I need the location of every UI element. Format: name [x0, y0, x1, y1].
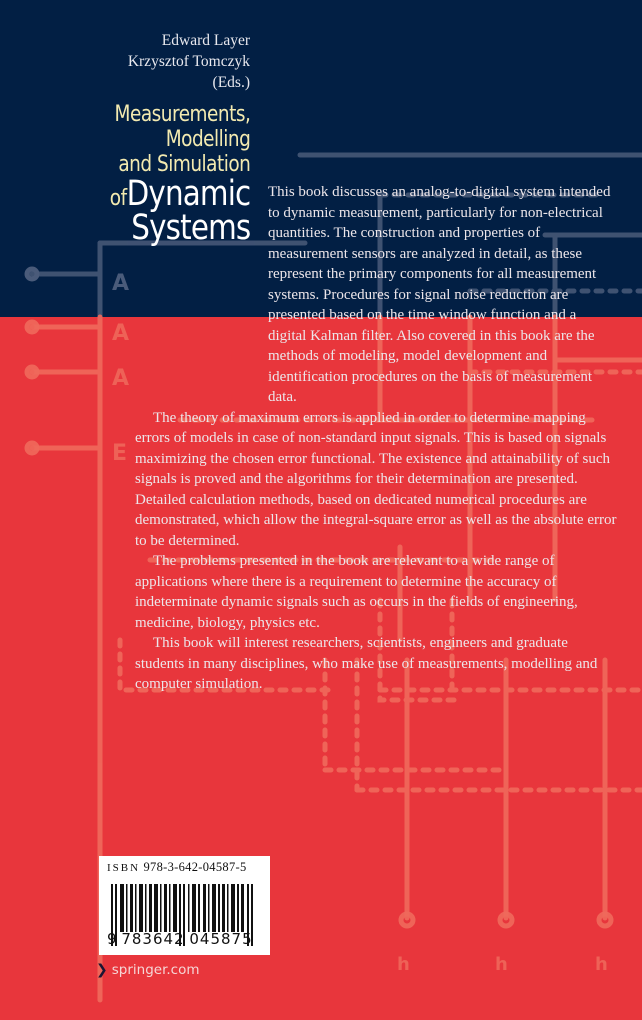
- isbn-barcode: [99, 856, 270, 955]
- svg-text:E: E: [112, 441, 128, 466]
- isbn-number: 978-3-642-04587-5: [143, 860, 247, 874]
- editors-label: (Eds.): [212, 74, 250, 91]
- isbn-text: [107, 860, 247, 875]
- description-paragraph: Detailed calculation methods, based on dedicated numerical procedures are demonstrated, which allow the integral-square error as well as the absolute error to be determined.: [135, 491, 617, 549]
- author-name: Krzysztof Tomczyk: [127, 53, 250, 70]
- description-paragraph: This book will interest researchers, scientists, engineers and graduate students in many disciplines, who make use of measurements, modelling and computer simulation.: [135, 635, 598, 692]
- title-big: Dynamic: [126, 174, 250, 214]
- isbn-label: ISBN: [107, 862, 141, 874]
- barcode-digit-first: 9: [107, 930, 117, 948]
- svg-text:h: h: [595, 954, 608, 975]
- svg-text:h: h: [495, 954, 508, 975]
- barcode-digits-left: 783642: [121, 930, 185, 948]
- description-paragraph: This book discusses an analog-to-digital system intended to dynamic measurement, particularly for non-electrical quantities. The construction and properties of measurement sensors are analyzed in detail, as these represent the primary components for all measurement systems. Procedures for signal noise reduction are presented based on the time window function and a digital Kalman filter. Also covered in this book are the methods of modeling, model development and identification procedures on the basis of measurement data.: [268, 184, 611, 405]
- title-line: and Simulation: [117, 152, 251, 177]
- description-paragraph: The problems presented in the book are relevant to a wide range of applications where there is a requirement to determine the accuracy of indeterminate dynamic signals such as occurs in the fields of engineering, medicine, biology, physics etc.: [135, 553, 578, 631]
- svg-text:A: A: [112, 271, 130, 296]
- title-line: Measurements,: [114, 102, 250, 127]
- barcode-digits-right: 045875: [189, 930, 253, 948]
- book-description: [135, 182, 617, 695]
- publisher-url[interactable]: springer.com: [111, 962, 200, 978]
- title-big: Systems: [130, 208, 250, 248]
- editors-block: [128, 30, 250, 93]
- title-of: of: [109, 186, 127, 211]
- publisher-link[interactable]: [96, 962, 200, 978]
- svg-text:h: h: [397, 954, 410, 975]
- svg-text:A: A: [112, 366, 130, 391]
- barcode-digits: [107, 930, 253, 948]
- svg-text:A: A: [112, 321, 130, 346]
- author-name: Edward Layer: [161, 32, 250, 49]
- title-line: Modelling: [165, 127, 250, 152]
- chevron-right-icon: ❯: [96, 962, 108, 978]
- description-paragraph: The theory of maximum errors is applied in order to determine mapping errors of models in case of non-standard input signals. This is based on signals maximizing the chosen error functional. The existence and attainability of such signals is proved and the algorithms for their determination are presented.: [135, 409, 610, 487]
